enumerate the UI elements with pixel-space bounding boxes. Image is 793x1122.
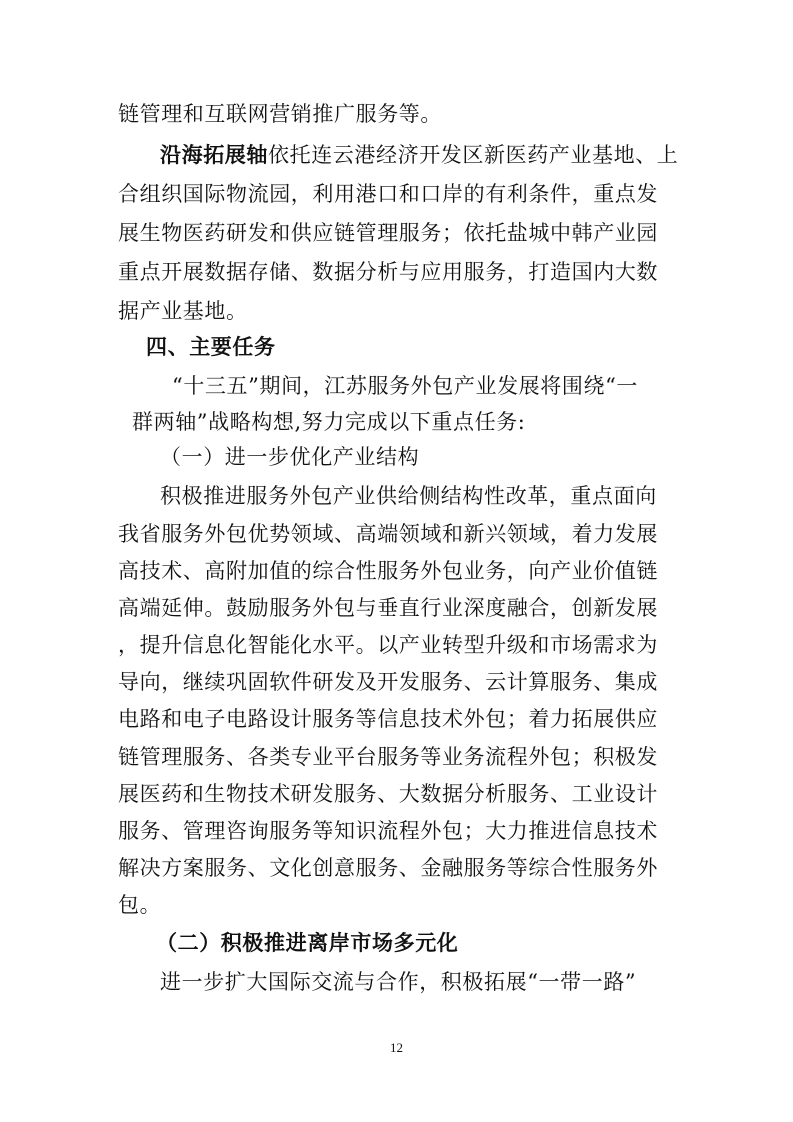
page-number: 12 (390, 1040, 403, 1055)
paragraph-line: 合组织国际物流园，利用港口和口岸的有利条件，重点发 (118, 182, 658, 206)
paragraph-line: “十三五”期间，江苏服务外包产业发展将围绕“一 (172, 374, 639, 398)
paragraph-line (160, 141, 678, 169)
paragraph-line: 高端延伸。鼓励服务外包与垂直行业深度融合，创新发展 (118, 596, 658, 620)
paragraph-line: 积极推进服务外包产业供给侧结构性改革，重点面向 (160, 484, 657, 508)
paragraph-line: 高技术、高附加值的综合性服务外包业务，向产业价值链 (118, 559, 658, 583)
paragraph-line: 解决方案服务、文化创意服务、金融服务等综合性服务外 (118, 856, 658, 880)
section-heading: 四、主要任务 (146, 335, 276, 359)
paragraph-line: 服务、管理咨询服务等知识流程外包；大力推进信息技术 (118, 819, 658, 843)
paragraph-text: 依托连云港经济开发区新医药产业基地、上 (268, 143, 679, 167)
paragraph-line: ，提升信息化智能化水平。以产业转型升级和市场需求为 (118, 633, 658, 657)
subsection-heading: （一）进一步优化产业结构 (160, 445, 420, 469)
paragraph-line: 包。 (118, 893, 162, 917)
paragraph-line: 重点开展数据存储、数据分析与应用服务，打造国内大数 (118, 260, 658, 284)
coastal-axis-label: 沿海拓展轴 (160, 143, 268, 167)
paragraph-line: 群两轴”战略构想,努力完成以下重点任务: (132, 410, 526, 434)
paragraph-line: 导向，继续巩固软件研发及开发服务、云计算服务、集成 (118, 670, 658, 694)
paragraph-line: 电路和电子电路设计服务等信息技术外包；着力拓展供应 (118, 707, 658, 731)
paragraph-line: 展生物医药研发和供应链管理服务；依托盐城中韩产业园 (118, 221, 658, 245)
paragraph-line: 进一步扩大国际交流与合作，积极拓展“一带一路” (160, 970, 637, 994)
paragraph-line: 据产业基地。 (118, 299, 248, 323)
paragraph-line: 展医药和生物技术研发服务、大数据分析服务、工业设计 (118, 782, 658, 806)
paragraph-line: 链管理服务、各类专业平台服务等业务流程外包；积极发 (118, 745, 658, 769)
paragraph-line: 链管理和互联网营销推广服务等。 (118, 102, 442, 126)
subsection-heading: （二）积极推进离岸市场多元化 (156, 931, 459, 955)
paragraph-line: 我省服务外包优势领域、高端领域和新兴领域，着力发展 (118, 522, 658, 546)
